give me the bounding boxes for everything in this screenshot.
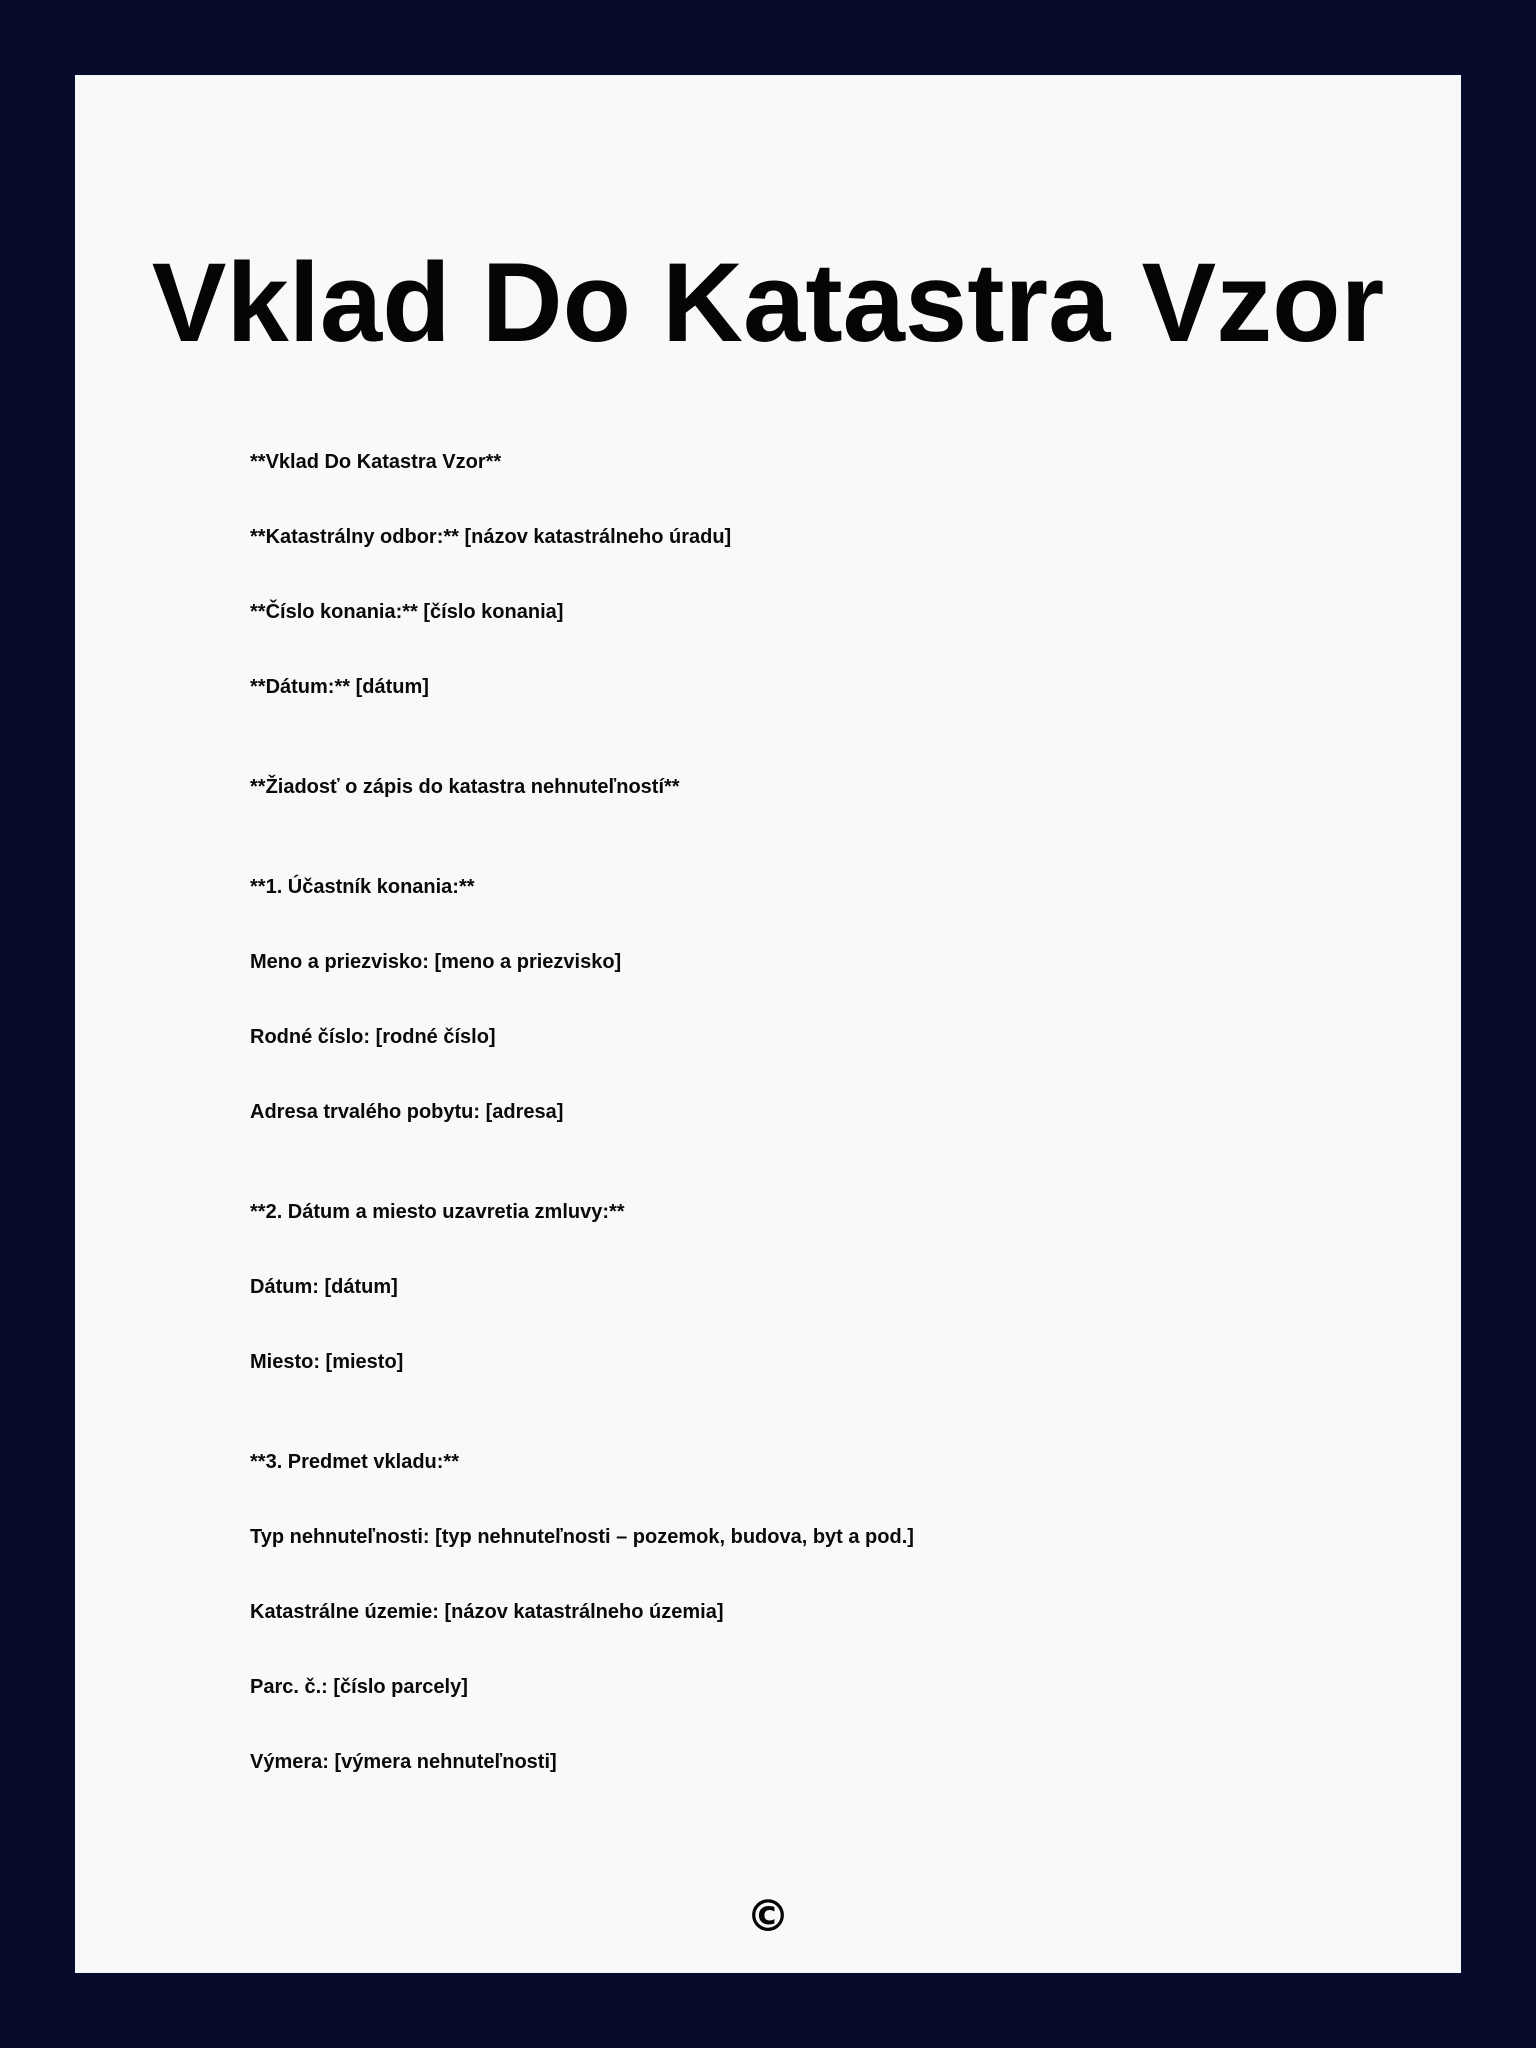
address-line: Adresa trvalého pobytu: [adresa] — [250, 1101, 564, 1123]
date-line: **Dátum:** [dátum] — [250, 676, 429, 698]
section-contract-heading: **2. Dátum a miesto uzavretia zmluvy:** — [250, 1201, 625, 1223]
copyright-icon: © — [746, 1891, 790, 1942]
document-title: Vklad Do Katastra Vzor — [151, 240, 1385, 365]
document-page — [75, 75, 1461, 1973]
document-heading-line: **Vklad Do Katastra Vzor** — [250, 451, 502, 473]
section-participant-heading: **1. Účastník konania:** — [250, 876, 475, 898]
request-heading-line: **Žiadosť o zápis do katastra nehnuteľností** — [250, 776, 680, 798]
proceeding-number-line: **Číslo konania:** [číslo konania] — [250, 601, 564, 623]
parcel-number-line: Parc. č.: [číslo parcely] — [250, 1676, 468, 1698]
property-type-line: Typ nehnuteľnosti: [typ nehnuteľnosti – pozemok, budova, byt a pod.] — [250, 1526, 914, 1548]
contract-date-line: Dátum: [dátum] — [250, 1276, 398, 1298]
contract-place-line: Miesto: [miesto] — [250, 1351, 404, 1373]
birth-number-line: Rodné číslo: [rodné číslo] — [250, 1026, 496, 1048]
cadastral-office-line: **Katastrálny odbor:** [názov katastrálneho úradu] — [250, 526, 732, 548]
name-line: Meno a priezvisko: [meno a priezvisko] — [250, 951, 622, 973]
cadastral-territory-line: Katastrálne územie: [názov katastrálneho územia] — [250, 1601, 724, 1623]
section-subject-heading: **3. Predmet vkladu:** — [250, 1451, 459, 1473]
area-line: Výmera: [výmera nehnuteľnosti] — [250, 1751, 557, 1773]
